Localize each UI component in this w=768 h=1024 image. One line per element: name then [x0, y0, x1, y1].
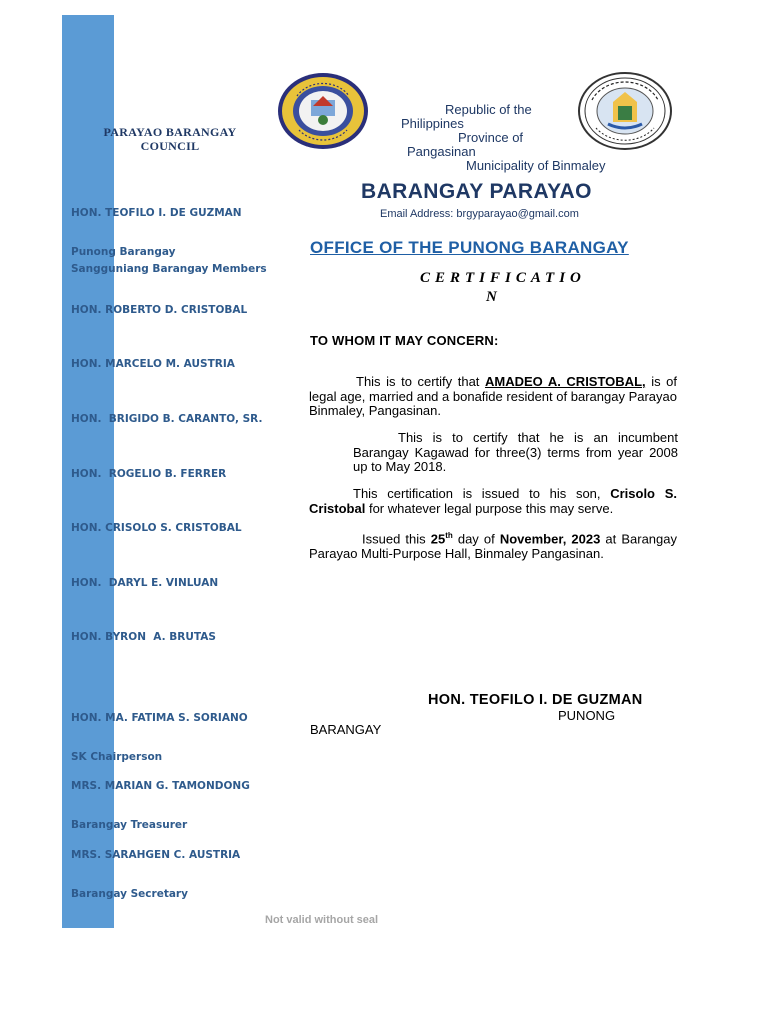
captain-name: HON. TEOFILO I. DE GUZMAN — [71, 207, 242, 219]
p2-text: This is to certify that he is an incumbent Barangay Kagawad for three(3) terms from year 2008 up to May 2018. — [353, 430, 678, 474]
council-title — [70, 125, 270, 153]
treasurer-role: Barangay Treasurer — [71, 819, 188, 831]
council-title-line1: PARAYAO BARANGAY — [103, 125, 237, 139]
header-pangasinan: Pangasinan — [407, 144, 476, 159]
secretary-entry — [71, 823, 240, 914]
member-entry: HON. CRISOLO S. CRISTOBAL — [71, 522, 242, 534]
subject-name: AMADEO A. CRISTOBAL, — [484, 374, 646, 389]
certification-title: CERTIFICATIO — [420, 270, 586, 286]
treasurer-name: MRS. MARIAN G. TAMONDONG — [71, 780, 250, 792]
member-entry: HON. DARYL E. VINLUAN — [71, 577, 219, 589]
signer-name: HON. TEOFILO I. DE GUZMAN — [428, 692, 643, 708]
member-entry: HON. ROGELIO B. FERRER — [71, 468, 227, 480]
header-municipality: Municipality of Binmaley — [466, 158, 606, 173]
p1-lead: This is to certify that — [356, 374, 485, 389]
p3-lead: This certification is issued to his son, — [353, 486, 611, 501]
signer-title-line1: PUNONG — [558, 708, 616, 723]
sk-name: HON. MA. FATIMA S. SORIANO — [71, 712, 248, 724]
header-republic: Republic of the — [445, 102, 532, 117]
p3-rest: for whatever legal purpose this may serve. — [365, 500, 614, 516]
sk-role: SK Chairperson — [71, 751, 163, 763]
paragraph-4 — [309, 529, 677, 561]
secretary-role: Barangay Secretary — [71, 888, 188, 900]
footer-note: Not valid without seal — [265, 914, 379, 926]
member-entry: HON. ROBERTO D. CRISTOBAL — [71, 304, 248, 316]
captain-role: Punong Barangay — [71, 246, 176, 258]
son-name: Crisolo S. Cristobal — [309, 486, 677, 516]
p4-mid: day of — [452, 531, 500, 547]
member-entry: HON. BRIGIDO B. CARANTO, SR. — [71, 413, 263, 425]
p4-lead: Issued this — [362, 531, 431, 547]
members-label: Sangguniang Barangay Members — [71, 263, 267, 275]
issue-day-suffix: th — [445, 531, 453, 540]
signer-title-line2: BARANGAY — [310, 722, 382, 737]
header-province: Province of — [458, 130, 524, 145]
captain-entry — [71, 181, 242, 272]
member-entry: HON. MARCELO M. AUSTRIA — [71, 358, 235, 370]
salutation: TO WHOM IT MAY CONCERN: — [310, 333, 499, 348]
paragraph-1 — [309, 375, 677, 419]
email-address: Email Address: brgyparayao@gmail.com — [380, 208, 579, 220]
certification-title-cont: N — [486, 289, 497, 305]
paragraph-3 — [309, 487, 677, 516]
municipality-seal-icon — [277, 72, 369, 150]
council-title-line2: COUNCIL — [140, 139, 200, 153]
secretary-name: MRS. SARAHGEN C. AUSTRIA — [71, 849, 241, 861]
barangay-name: BARANGAY PARAYAO — [361, 180, 592, 203]
office-title: OFFICE OF THE PUNONG BARANGAY — [310, 238, 629, 257]
issue-day: 25 — [430, 531, 446, 547]
p1-rest: is of legal age, married and a bonafide resident of barangay Parayao Binmaley, Pangasinan. — [309, 374, 677, 418]
issue-month: November, 2023 — [499, 531, 601, 547]
barangay-seal-icon — [578, 72, 672, 150]
p4-rest: at Barangay Parayao Multi-Purpose Hall, Binmaley Pangasinan. — [309, 531, 677, 561]
paragraph-2 — [353, 431, 678, 475]
member-entry: HON. BYRON A. BRUTAS — [71, 631, 216, 643]
header-philippines: Philippines — [401, 116, 464, 131]
